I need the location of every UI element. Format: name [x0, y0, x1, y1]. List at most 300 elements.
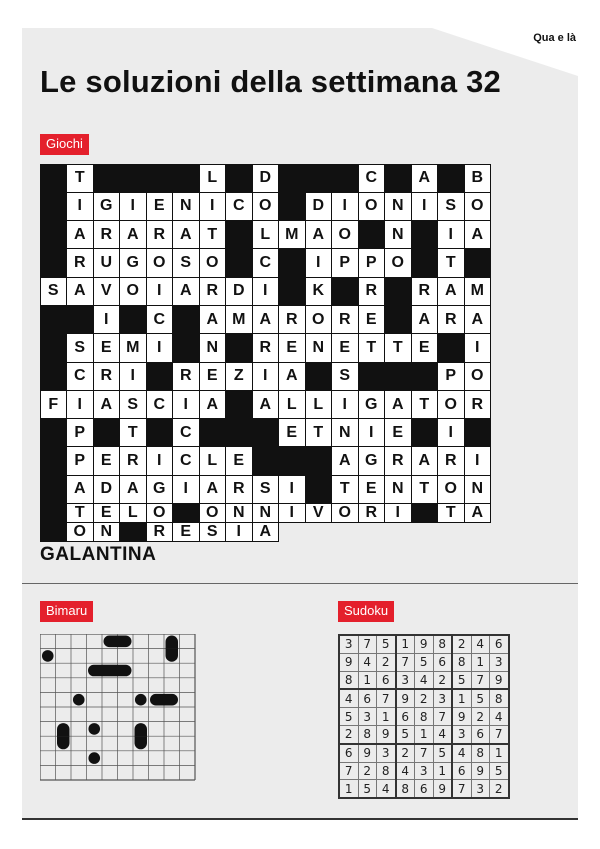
- sudoku-cell: 1: [490, 744, 509, 762]
- sudoku-cell: 1: [377, 708, 396, 726]
- sudoku-row: [339, 762, 509, 780]
- letter-cell: A: [464, 503, 492, 523]
- letter-cell: S: [199, 522, 227, 542]
- letter-cell: C: [146, 390, 174, 419]
- black-cell: [120, 523, 147, 542]
- letter-cell: R: [93, 362, 121, 391]
- letter-cell: R: [437, 446, 465, 475]
- letter-cell: P: [331, 248, 359, 277]
- letter-cell: A: [331, 446, 359, 475]
- letter-cell: A: [464, 305, 492, 334]
- sudoku-cell: 4: [396, 762, 415, 780]
- sudoku-cell: 7: [471, 671, 490, 689]
- letter-cell: C: [358, 164, 386, 193]
- black-cell: [40, 362, 67, 390]
- letter-cell: A: [199, 305, 227, 334]
- letter-cell: L: [278, 390, 306, 419]
- empty-cell: [464, 523, 491, 542]
- sudoku-cell: 1: [471, 653, 490, 671]
- sudoku-cell: 5: [415, 653, 434, 671]
- sudoku-cell: 5: [452, 671, 471, 689]
- black-cell: [40, 523, 67, 542]
- letter-cell: E: [411, 333, 439, 362]
- sudoku-cell: 8: [415, 708, 434, 726]
- letter-cell: A: [199, 475, 227, 504]
- letter-cell: O: [331, 220, 359, 249]
- letter-cell: A: [172, 220, 200, 249]
- ship-segment-left: [88, 665, 102, 677]
- letter-cell: A: [278, 362, 306, 391]
- letter-cell: A: [66, 475, 94, 504]
- black-cell: [40, 164, 67, 192]
- letter-cell: O: [437, 475, 465, 504]
- letter-cell: I: [278, 475, 306, 504]
- letter-cell: A: [411, 305, 439, 334]
- black-cell: [305, 475, 332, 503]
- black-cell: [226, 419, 253, 447]
- letter-cell: G: [358, 446, 386, 475]
- letter-cell: O: [66, 522, 94, 542]
- letter-cell: I: [464, 446, 492, 475]
- letter-cell: N: [384, 220, 412, 249]
- black-cell: [279, 249, 306, 277]
- letter-cell: I: [252, 277, 280, 306]
- sudoku-cell: 5: [339, 708, 358, 726]
- letter-cell: N: [305, 333, 333, 362]
- ship-segment-bottom: [57, 736, 70, 749]
- sudoku-cell: 8: [396, 780, 415, 798]
- letter-cell: A: [305, 220, 333, 249]
- sudoku-cell: 7: [339, 762, 358, 780]
- sudoku-cell: 5: [358, 780, 377, 798]
- letter-cell: R: [172, 362, 200, 391]
- ship-segment-top: [166, 636, 179, 649]
- letter-cell: E: [146, 192, 174, 221]
- letter-cell: M: [225, 305, 253, 334]
- empty-cell: [332, 523, 359, 542]
- sudoku-cell: 3: [396, 671, 415, 689]
- sudoku-cell: 6: [339, 744, 358, 762]
- sudoku-row: [339, 689, 509, 707]
- letter-cell: I: [146, 446, 174, 475]
- ship-segment-bottom: [166, 649, 179, 662]
- black-cell: [173, 305, 200, 333]
- black-cell: [464, 249, 491, 277]
- sudoku-cell: 3: [433, 689, 452, 707]
- sudoku-cell: 9: [396, 689, 415, 707]
- letter-cell: T: [66, 503, 94, 523]
- letter-cell: A: [411, 446, 439, 475]
- letter-cell: O: [437, 390, 465, 419]
- black-cell: [332, 277, 359, 305]
- black-cell: [305, 447, 332, 475]
- black-cell: [305, 362, 332, 390]
- letter-cell: S: [40, 277, 68, 306]
- sudoku-cell: 4: [358, 653, 377, 671]
- empty-cell: [438, 523, 465, 542]
- sudoku-cell: 3: [452, 725, 471, 743]
- letter-cell: T: [119, 418, 147, 447]
- sudoku-row: [339, 725, 509, 743]
- letter-cell: B: [464, 164, 492, 193]
- black-cell: [40, 221, 67, 249]
- black-cell: [411, 504, 438, 523]
- letter-cell: L: [199, 446, 227, 475]
- sudoku-cell: 7: [415, 744, 434, 762]
- ship-segment-right: [164, 694, 178, 706]
- letter-cell: A: [411, 164, 439, 193]
- black-cell: [199, 419, 226, 447]
- sudoku-cell: 4: [415, 671, 434, 689]
- sudoku-row: [339, 708, 509, 726]
- black-cell: [226, 164, 253, 192]
- sudoku-cell: 8: [358, 725, 377, 743]
- letter-cell: I: [172, 390, 200, 419]
- ship-segment-sub: [135, 694, 147, 706]
- section-tag: Qua e là: [533, 32, 576, 44]
- sudoku-row: [339, 744, 509, 762]
- sudoku-row: [339, 671, 509, 689]
- letter-cell: T: [331, 475, 359, 504]
- letter-cell: A: [384, 390, 412, 419]
- sudoku-cell: 8: [490, 689, 509, 707]
- letter-cell: E: [278, 418, 306, 447]
- letter-cell: R: [252, 333, 280, 362]
- letter-cell: T: [411, 475, 439, 504]
- ship-segment-sub: [88, 723, 100, 735]
- letter-cell: A: [93, 390, 121, 419]
- letter-cell: E: [384, 418, 412, 447]
- bottom-rule: [22, 818, 578, 820]
- black-cell: [40, 334, 67, 362]
- page-title: Le soluzioni della settimana 32: [40, 64, 501, 99]
- letter-cell: O: [305, 305, 333, 334]
- letter-cell: E: [93, 503, 121, 523]
- section-divider: [22, 583, 578, 584]
- black-cell: [120, 164, 147, 192]
- letter-cell: A: [464, 220, 492, 249]
- letter-cell: N: [93, 522, 121, 542]
- letter-cell: I: [278, 503, 306, 523]
- letter-cell: R: [66, 248, 94, 277]
- ship-segment-right: [118, 636, 132, 648]
- letter-cell: T: [358, 333, 386, 362]
- empty-cell: [358, 523, 385, 542]
- sudoku-cell: 2: [452, 635, 471, 653]
- letter-cell: S: [66, 333, 94, 362]
- sudoku-cell: 3: [358, 708, 377, 726]
- sudoku-cell: 4: [490, 708, 509, 726]
- letter-cell: I: [411, 192, 439, 221]
- letter-cell: I: [437, 220, 465, 249]
- letter-cell: G: [146, 475, 174, 504]
- letter-cell: F: [40, 390, 68, 419]
- letter-cell: O: [119, 277, 147, 306]
- ship-segment-bottom: [135, 736, 148, 749]
- sudoku-cell: 9: [433, 780, 452, 798]
- black-cell: [411, 419, 438, 447]
- black-cell: [146, 164, 173, 192]
- letter-cell: R: [358, 503, 386, 523]
- black-cell: [279, 192, 306, 220]
- sudoku-cell: 4: [471, 635, 490, 653]
- sudoku-cell: 7: [358, 635, 377, 653]
- letter-cell: U: [93, 248, 121, 277]
- black-cell: [411, 249, 438, 277]
- black-cell: [385, 164, 412, 192]
- sudoku-cell: 5: [396, 725, 415, 743]
- letter-cell: O: [464, 192, 492, 221]
- letter-cell: D: [225, 277, 253, 306]
- crossword-grid: [40, 164, 491, 542]
- black-cell: [40, 305, 67, 333]
- letter-cell: C: [252, 248, 280, 277]
- letter-cell: V: [93, 277, 121, 306]
- letter-cell: S: [172, 248, 200, 277]
- letter-cell: E: [199, 362, 227, 391]
- letter-cell: E: [358, 305, 386, 334]
- sudoku-cell: 2: [396, 744, 415, 762]
- black-cell: [226, 390, 253, 418]
- letter-cell: T: [411, 390, 439, 419]
- ship-segment-right: [118, 665, 132, 677]
- sudoku-cell: 5: [490, 762, 509, 780]
- sudoku-cell: 6: [358, 689, 377, 707]
- letter-cell: N: [464, 475, 492, 504]
- black-cell: [279, 277, 306, 305]
- letter-cell: N: [199, 333, 227, 362]
- letter-cell: N: [172, 192, 200, 221]
- sudoku-cell: 6: [452, 762, 471, 780]
- sudoku-cell: 7: [377, 689, 396, 707]
- letter-cell: S: [437, 192, 465, 221]
- letter-cell: A: [119, 220, 147, 249]
- letter-cell: A: [66, 277, 94, 306]
- ship-segment-top: [57, 723, 70, 736]
- empty-cell: [305, 523, 332, 542]
- black-cell: [305, 164, 332, 192]
- sudoku-cell: 9: [358, 744, 377, 762]
- ship-segment-mid: [102, 665, 118, 677]
- sudoku-cell: 1: [452, 689, 471, 707]
- black-cell: [93, 419, 120, 447]
- letter-cell: I: [331, 192, 359, 221]
- letter-cell: I: [66, 390, 94, 419]
- sudoku-cell: 4: [452, 744, 471, 762]
- letter-cell: I: [199, 192, 227, 221]
- letter-cell: I: [146, 333, 174, 362]
- sudoku-cell: 2: [339, 725, 358, 743]
- black-cell: [252, 419, 279, 447]
- letter-cell: T: [437, 503, 465, 523]
- sudoku-cell: 6: [471, 725, 490, 743]
- sudoku-row: [339, 635, 509, 653]
- sudoku-cell: 5: [433, 744, 452, 762]
- letter-cell: R: [146, 522, 174, 542]
- sudoku-cell: 9: [452, 708, 471, 726]
- black-cell: [93, 164, 120, 192]
- letter-cell: T: [384, 333, 412, 362]
- sudoku-cell: 9: [415, 635, 434, 653]
- black-cell: [252, 447, 279, 475]
- letter-cell: O: [252, 192, 280, 221]
- letter-cell: R: [437, 305, 465, 334]
- letter-cell: C: [225, 192, 253, 221]
- letter-cell: S: [252, 475, 280, 504]
- black-cell: [385, 362, 412, 390]
- black-cell: [226, 249, 253, 277]
- letter-cell: T: [437, 248, 465, 277]
- letter-cell: E: [331, 333, 359, 362]
- black-cell: [385, 305, 412, 333]
- sudoku-cell: 8: [339, 671, 358, 689]
- ship-segment-top: [135, 723, 148, 736]
- letter-cell: V: [305, 503, 333, 523]
- letter-cell: N: [384, 192, 412, 221]
- black-cell: [358, 221, 385, 249]
- letter-cell: E: [278, 333, 306, 362]
- letter-cell: S: [331, 362, 359, 391]
- sudoku-cell: 6: [377, 671, 396, 689]
- sudoku-cell: 9: [490, 671, 509, 689]
- sudoku-cell: 1: [396, 635, 415, 653]
- letter-cell: D: [305, 192, 333, 221]
- sudoku-cell: 7: [452, 780, 471, 798]
- ship-segment-left: [104, 636, 118, 648]
- sudoku-cell: 4: [433, 725, 452, 743]
- letter-cell: G: [93, 192, 121, 221]
- sudoku-cell: 2: [358, 762, 377, 780]
- sudoku-cell: 4: [377, 780, 396, 798]
- black-cell: [173, 164, 200, 192]
- black-cell: [279, 447, 306, 475]
- letter-cell: N: [252, 503, 280, 523]
- letter-cell: D: [252, 164, 280, 193]
- sudoku-cell: 6: [415, 780, 434, 798]
- black-cell: [411, 362, 438, 390]
- letter-cell: O: [146, 503, 174, 523]
- letter-cell: R: [464, 390, 492, 419]
- sudoku-cell: 4: [339, 689, 358, 707]
- black-cell: [173, 504, 200, 523]
- black-cell: [120, 305, 147, 333]
- letter-cell: I: [119, 362, 147, 391]
- letter-cell: E: [172, 522, 200, 542]
- sudoku-row: [339, 653, 509, 671]
- letter-cell: L: [252, 220, 280, 249]
- letter-cell: Z: [225, 362, 253, 391]
- sudoku-cell: 3: [490, 653, 509, 671]
- letter-cell: M: [119, 333, 147, 362]
- letter-cell: R: [119, 446, 147, 475]
- sudoku-cell: 3: [415, 762, 434, 780]
- letter-cell: I: [252, 362, 280, 391]
- letter-cell: I: [464, 333, 492, 362]
- black-cell: [464, 419, 491, 447]
- empty-cell: [385, 523, 412, 542]
- sudoku-cell: 6: [396, 708, 415, 726]
- black-cell: [358, 362, 385, 390]
- sudoku-cell: 8: [433, 635, 452, 653]
- letter-cell: I: [384, 503, 412, 523]
- letter-cell: N: [331, 418, 359, 447]
- sudoku-cell: 1: [415, 725, 434, 743]
- letter-cell: L: [305, 390, 333, 419]
- sudoku-cell: 7: [490, 725, 509, 743]
- bimaru-grid: [40, 634, 196, 781]
- letter-cell: G: [358, 390, 386, 419]
- sudoku-cell: 3: [339, 635, 358, 653]
- letter-cell: C: [66, 362, 94, 391]
- giochi-label: Giochi: [40, 134, 89, 155]
- sudoku-cell: 3: [377, 744, 396, 762]
- black-cell: [146, 419, 173, 447]
- letter-cell: A: [199, 390, 227, 419]
- black-cell: [40, 504, 67, 523]
- letter-cell: I: [331, 390, 359, 419]
- letter-cell: I: [358, 418, 386, 447]
- sudoku-cell: 6: [433, 653, 452, 671]
- letter-cell: I: [93, 305, 121, 334]
- sudoku-cell: 8: [471, 744, 490, 762]
- black-cell: [40, 475, 67, 503]
- sudoku-cell: 1: [433, 762, 452, 780]
- letter-cell: A: [119, 475, 147, 504]
- letter-cell: R: [225, 475, 253, 504]
- sudoku-cell: 9: [339, 653, 358, 671]
- ship-segment-left: [150, 694, 164, 706]
- letter-cell: A: [66, 220, 94, 249]
- letter-cell: L: [119, 503, 147, 523]
- letter-cell: E: [358, 475, 386, 504]
- letter-cell: N: [225, 503, 253, 523]
- letter-cell: T: [305, 418, 333, 447]
- sudoku-cell: 8: [452, 653, 471, 671]
- letter-cell: O: [146, 248, 174, 277]
- sudoku-cell: 9: [471, 762, 490, 780]
- letter-cell: S: [119, 390, 147, 419]
- sudoku-cell: 7: [433, 708, 452, 726]
- letter-cell: I: [119, 192, 147, 221]
- black-cell: [411, 221, 438, 249]
- black-cell: [279, 164, 306, 192]
- sudoku-cell: 5: [377, 635, 396, 653]
- letter-cell: I: [305, 248, 333, 277]
- letter-cell: G: [119, 248, 147, 277]
- letter-cell: O: [384, 248, 412, 277]
- letter-cell: C: [146, 305, 174, 334]
- crossword-solution: GALANTINA: [40, 544, 157, 565]
- letter-cell: T: [199, 220, 227, 249]
- sudoku-cell: 6: [490, 635, 509, 653]
- letter-cell: R: [384, 446, 412, 475]
- empty-cell: [411, 523, 438, 542]
- black-cell: [226, 221, 253, 249]
- black-cell: [438, 334, 465, 362]
- letter-cell: A: [252, 522, 280, 542]
- letter-cell: A: [172, 277, 200, 306]
- sudoku-cell: 5: [471, 689, 490, 707]
- sudoku-cell: 1: [339, 780, 358, 798]
- letter-cell: D: [93, 475, 121, 504]
- letter-cell: M: [278, 220, 306, 249]
- sudoku-cell: 8: [377, 762, 396, 780]
- sudoku-cell: 2: [377, 653, 396, 671]
- letter-cell: T: [66, 164, 94, 193]
- letter-cell: O: [358, 192, 386, 221]
- sudoku-cell: 2: [490, 780, 509, 798]
- letter-cell: P: [66, 418, 94, 447]
